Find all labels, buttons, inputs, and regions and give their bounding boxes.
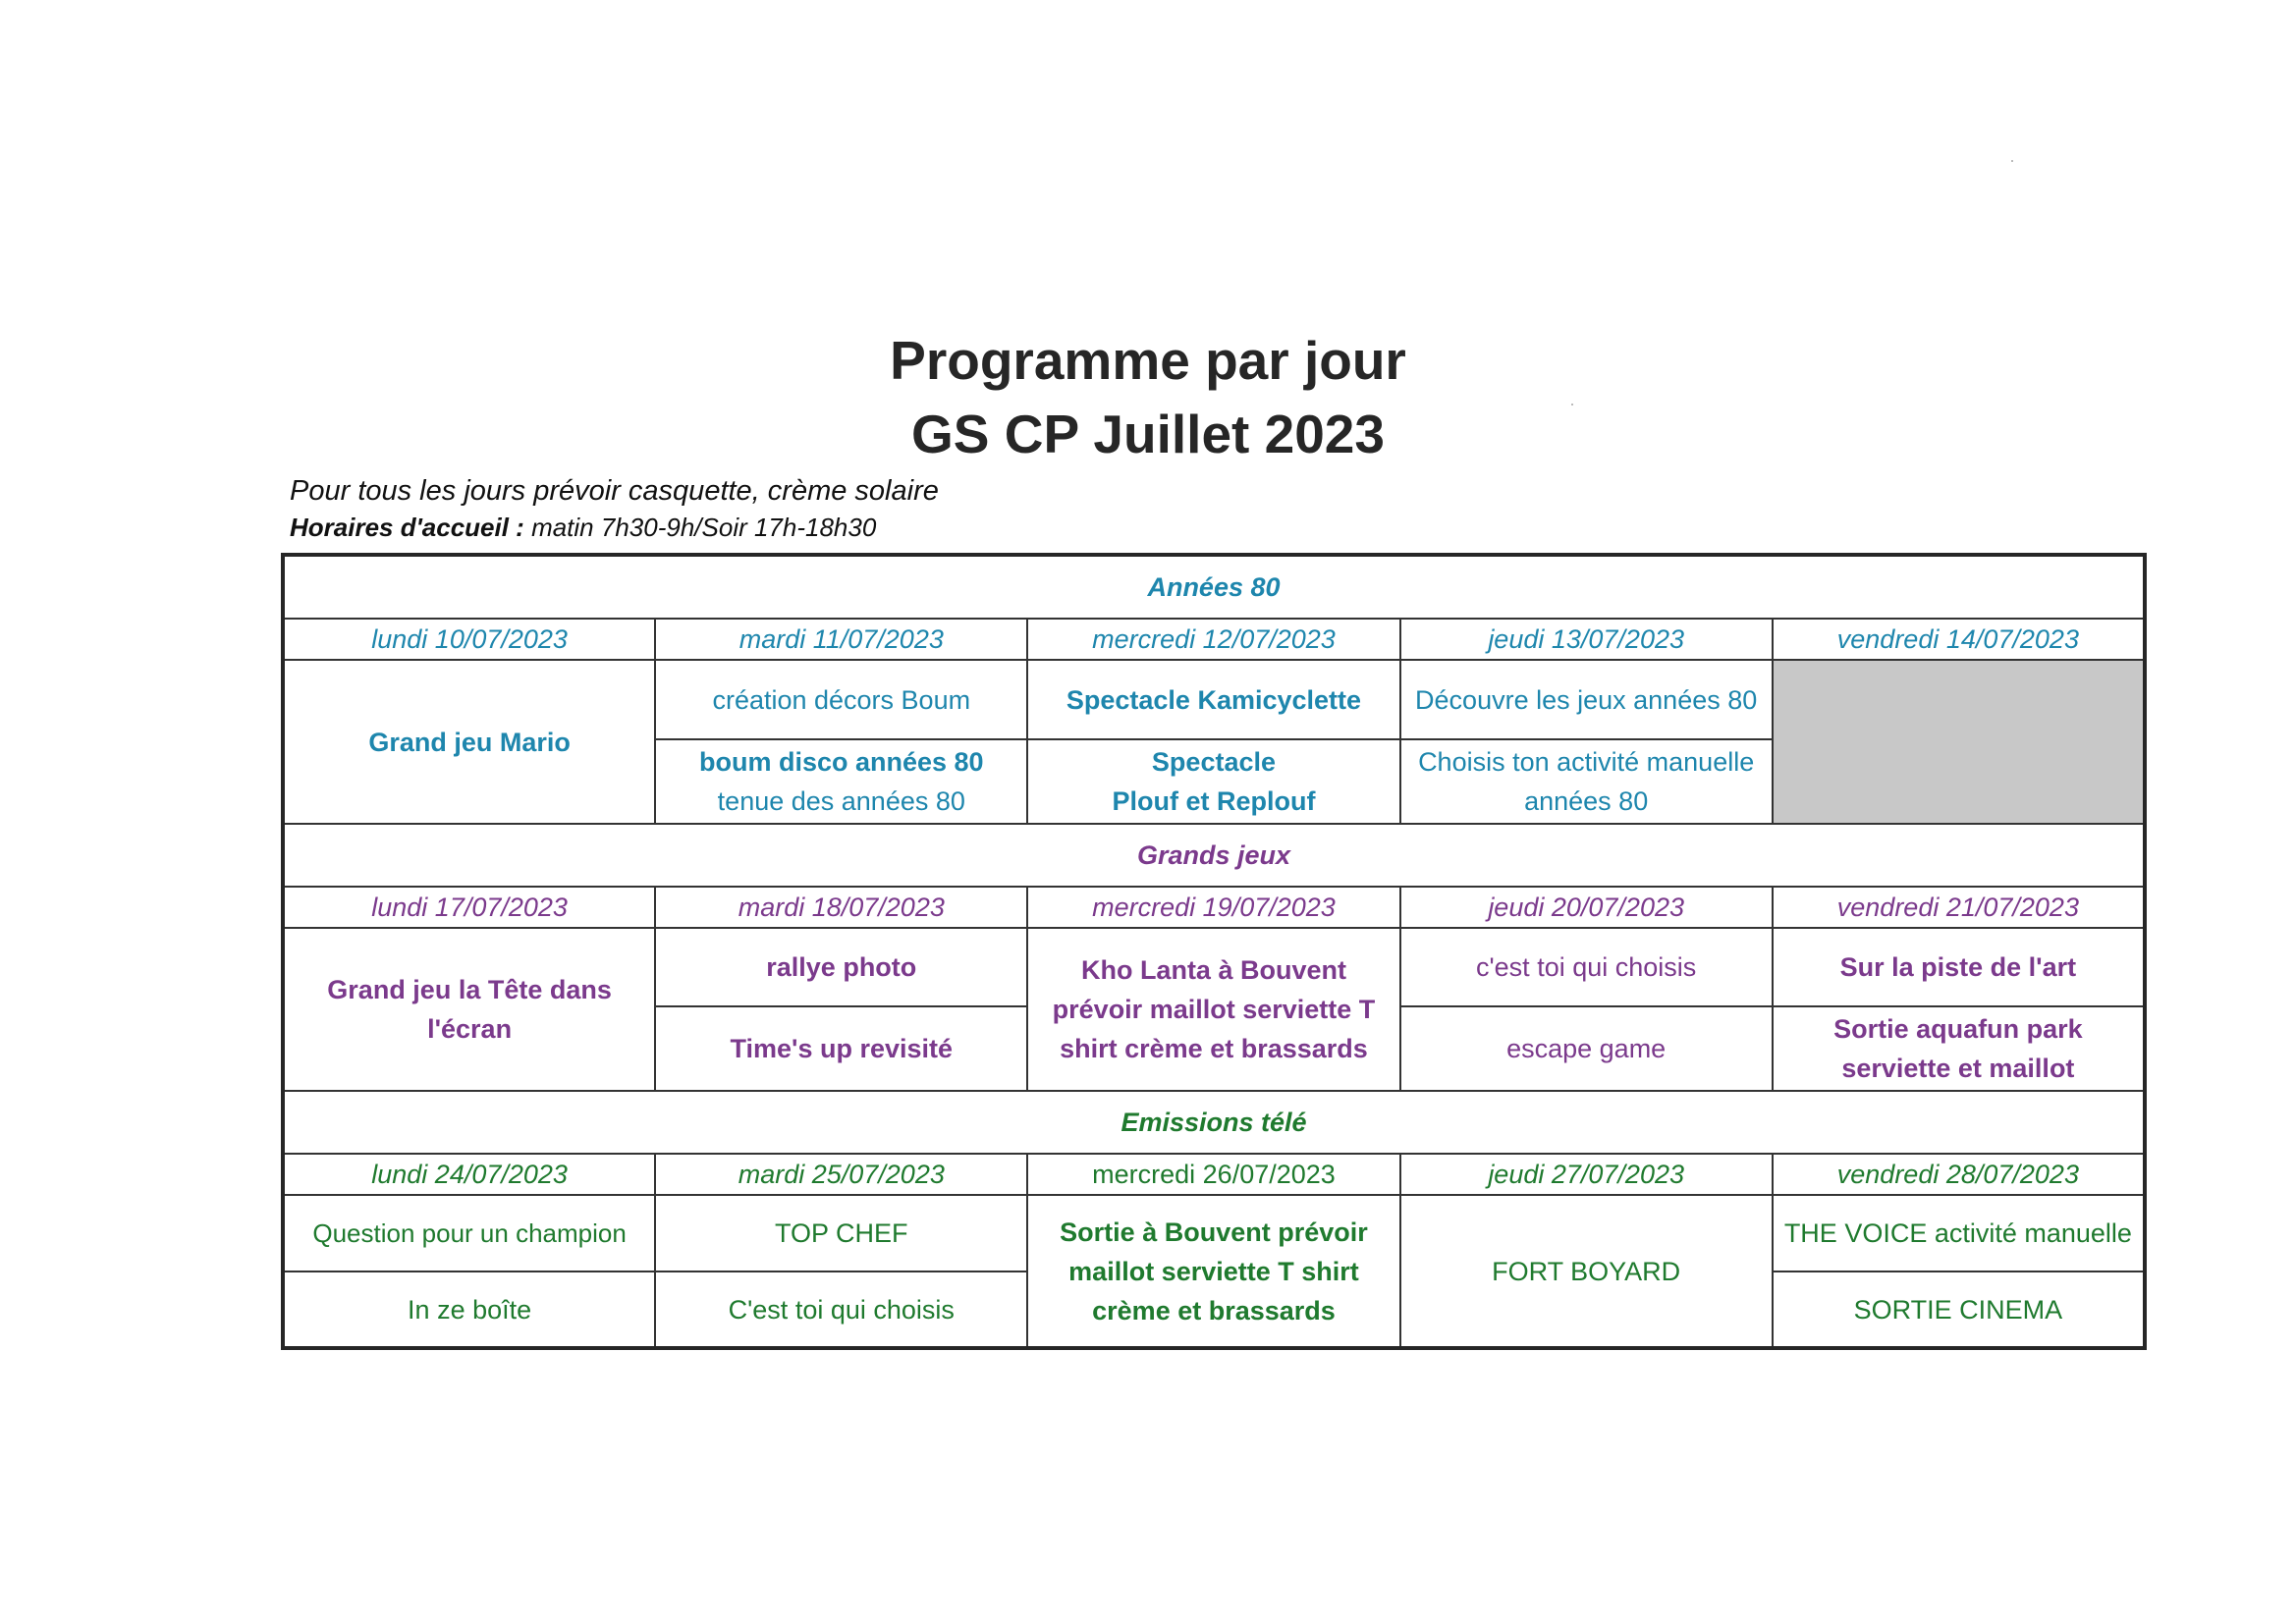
activity-cell: Sortie à Bouvent prévoir maillot serviette T shirt crème et brassards — [1027, 1195, 1399, 1348]
activity-cell: C'est toi qui choisis — [655, 1271, 1027, 1348]
week-theme-title: Années 80 — [283, 555, 2145, 619]
activity-cell: escape game — [1400, 1006, 1773, 1091]
activity-line: tenue des années 80 — [717, 786, 965, 816]
activity-cell: Question pour un champion — [283, 1195, 655, 1271]
activity-cell — [655, 739, 1027, 824]
activity-cell: FORT BOYARD — [1400, 1195, 1773, 1348]
activity-cell: c'est toi qui choisis — [1400, 928, 1773, 1006]
day-header: lundi 24/07/2023 — [283, 1154, 655, 1195]
scan-speck — [1571, 404, 1573, 406]
day-header: vendredi 14/07/2023 — [1773, 619, 2145, 660]
day-header: lundi 17/07/2023 — [283, 887, 655, 928]
activity-cell: Grand jeu la Tête dans l'écran — [283, 928, 655, 1091]
activity-cell: Kho Lanta à Bouvent prévoir maillot serviette T shirt crème et brassards — [1027, 928, 1399, 1091]
activity-cell: SORTIE CINEMA — [1773, 1271, 2145, 1348]
redacted-cell — [1773, 660, 2145, 824]
activity-cell: Sur la piste de l'art — [1773, 928, 2145, 1006]
page-subtitle: GS CP Juillet 2023 — [910, 404, 1385, 464]
scan-speck — [2011, 160, 2013, 162]
week-theme-title: Grands jeux — [283, 824, 2145, 887]
day-header: vendredi 21/07/2023 — [1773, 887, 2145, 928]
week-theme-title: Emissions télé — [283, 1091, 2145, 1154]
day-header: lundi 10/07/2023 — [283, 619, 655, 660]
activity-cell: Spectacle Kamicyclette — [1027, 660, 1399, 739]
opening-hours-note — [290, 513, 876, 543]
activity-cell: In ze boîte — [283, 1271, 655, 1348]
activity-line: Spectacle — [1151, 747, 1276, 777]
day-header: vendredi 28/07/2023 — [1773, 1154, 2145, 1195]
weekly-program-table — [281, 553, 2147, 1350]
activity-line: boum disco années 80 — [698, 747, 984, 777]
activity-cell: Sortie aquafun park serviette et maillot — [1773, 1006, 2145, 1091]
day-header: jeudi 20/07/2023 — [1400, 887, 1773, 928]
day-header: jeudi 13/07/2023 — [1400, 619, 1773, 660]
activity-cell: Time's up revisité — [655, 1006, 1027, 1091]
day-header: mercredi 19/07/2023 — [1027, 887, 1399, 928]
activity-cell: rallye photo — [655, 928, 1027, 1006]
activity-cell: TOP CHEF — [655, 1195, 1027, 1271]
day-header: mardi 11/07/2023 — [655, 619, 1027, 660]
activity-cell: Découvre les jeux années 80 — [1400, 660, 1773, 739]
opening-hours-label: Horaires d'accueil : — [290, 513, 524, 542]
activity-line: Plouf et Replouf — [1112, 786, 1316, 816]
opening-hours-value: matin 7h30-9h/Soir 17h-18h30 — [523, 513, 877, 542]
activity-cell: THE VOICE activité manuelle — [1773, 1195, 2145, 1271]
activity-cell — [1027, 739, 1399, 824]
day-header: mercredi 26/07/2023 — [1027, 1154, 1399, 1195]
day-header: jeudi 27/07/2023 — [1400, 1154, 1773, 1195]
equipment-note: Pour tous les jours prévoir casquette, crème solaire — [290, 475, 939, 507]
day-header: mardi 18/07/2023 — [655, 887, 1027, 928]
page-title: Programme par jour — [890, 330, 1406, 391]
day-header: mercredi 12/07/2023 — [1027, 619, 1399, 660]
activity-cell: Grand jeu Mario — [283, 660, 655, 824]
activity-cell: création décors Boum — [655, 660, 1027, 739]
day-header: mardi 25/07/2023 — [655, 1154, 1027, 1195]
activity-cell: Choisis ton activité manuelle années 80 — [1400, 739, 1773, 824]
